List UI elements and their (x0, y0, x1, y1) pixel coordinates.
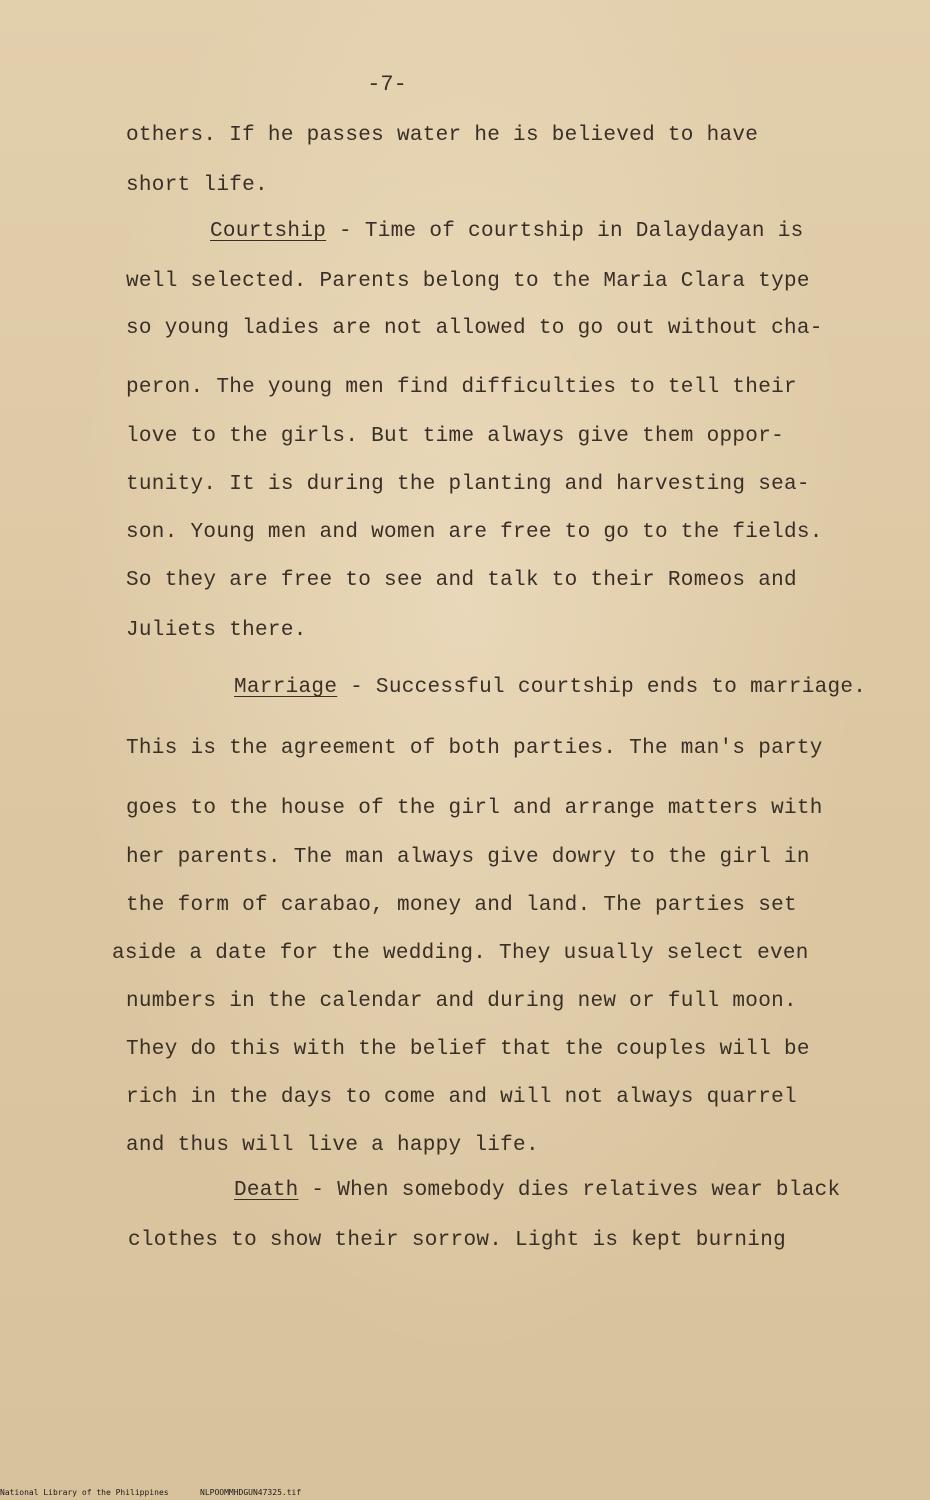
text-line (126, 471, 810, 499)
line-text: tunity. It is during the planting and harvesting sea- (126, 473, 810, 496)
line-text: so young ladies are not allowed to go out without cha- (126, 317, 823, 340)
line-text: This is the agreement of both parties. The man's party (126, 737, 823, 760)
archive-name: National Library of the Philippines (0, 1488, 169, 1497)
line-text: the form of carabao, money and land. The parties set (126, 894, 797, 917)
line-text: and thus will live a happy life. (126, 1134, 539, 1157)
archive-footer (0, 1486, 930, 1500)
section-heading: Death (234, 1179, 299, 1202)
text-line (112, 940, 809, 968)
text-line (126, 795, 823, 823)
text-line (126, 268, 810, 296)
file-id: NLPOOMMHDGUN47325.tif (200, 1488, 302, 1497)
text-line (126, 567, 797, 595)
line-text: well selected. Parents belong to the Maria Clara type (126, 270, 810, 293)
text-line (234, 674, 866, 702)
text-line (126, 988, 797, 1016)
line-text: Juliets there. (126, 619, 307, 642)
page-number: -7- (367, 72, 407, 97)
text-line (126, 1132, 539, 1160)
line-text: peron. The young men find difficulties to tell their (126, 376, 797, 399)
text-line (126, 617, 307, 645)
text-line (126, 519, 823, 547)
text-line (126, 423, 784, 451)
line-text: her parents. The man always give dowry to the girl in (126, 846, 810, 869)
text-line (126, 735, 823, 763)
line-text: love to the girls. But time always give them oppor- (126, 425, 785, 448)
line-text: - Successful courtship ends to marriage. (337, 676, 867, 699)
line-text: aside a date for the wedding. They usually select even (112, 942, 809, 965)
line-text: - Time of courtship in Dalaydayan is (326, 220, 804, 243)
section-heading: Marriage (234, 676, 338, 699)
line-text: clothes to show their sorrow. Light is kept burning (128, 1229, 787, 1252)
line-text: son. Young men and women are free to go to the fields. (126, 521, 823, 544)
text-line (126, 892, 797, 920)
line-text: numbers in the calendar and during new or full moon. (126, 990, 797, 1013)
text-line (126, 172, 268, 200)
text-line (126, 122, 758, 150)
text-line (210, 218, 804, 246)
line-text: They do this with the belief that the couples will be (126, 1038, 810, 1061)
text-line (128, 1227, 786, 1255)
line-text: short life. (126, 174, 268, 197)
text-line (126, 1084, 797, 1112)
line-text: So they are free to see and talk to their Romeos and (126, 569, 797, 592)
text-line (126, 844, 810, 872)
section-heading: Courtship (210, 220, 327, 243)
line-text: rich in the days to come and will not always quarrel (126, 1086, 797, 1109)
text-line (126, 315, 823, 343)
line-text: - When somebody dies relatives wear black (298, 1179, 841, 1202)
text-line (126, 374, 797, 402)
text-line (126, 1036, 810, 1064)
text-line (234, 1177, 840, 1205)
line-text: others. If he passes water he is believed to have (126, 124, 759, 147)
line-text: goes to the house of the girl and arrange matters with (126, 797, 823, 820)
